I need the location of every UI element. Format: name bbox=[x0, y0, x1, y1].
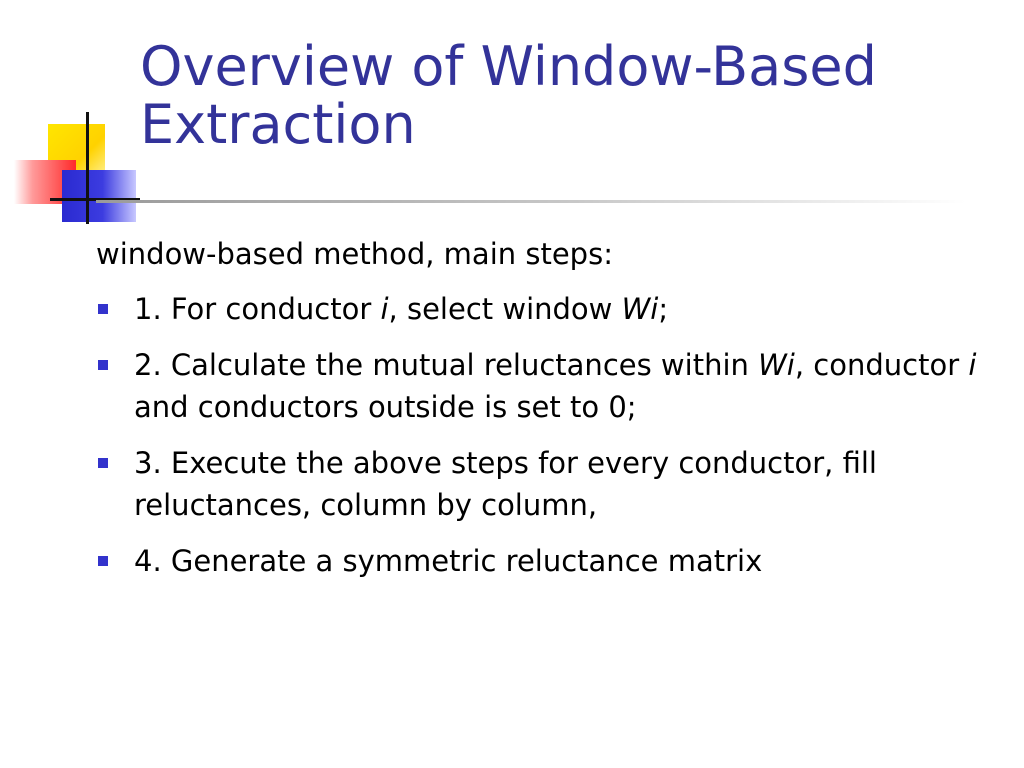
slide-title bbox=[140, 35, 1000, 156]
slide-logo-decoration bbox=[0, 0, 160, 240]
bullet-text: , select window bbox=[388, 292, 622, 326]
bullet-text: ; bbox=[658, 292, 669, 326]
bullet-italic-text: i bbox=[380, 292, 389, 326]
title-line-2: Extraction bbox=[140, 93, 416, 156]
bullet-text: 3. Execute the above steps for every conductor, fill reluctances, column by column, bbox=[134, 446, 877, 522]
square-bullet-icon bbox=[98, 360, 108, 370]
bullet-item bbox=[96, 344, 996, 428]
title-line-1: Overview of Window-Based bbox=[140, 35, 877, 98]
square-bullet-icon bbox=[98, 556, 108, 566]
bullet-text: 1. For conductor bbox=[134, 292, 381, 326]
bullet-italic-text: Wi bbox=[758, 348, 795, 382]
bullet-text: 4. Generate a symmetric reluctance matrix bbox=[134, 544, 763, 578]
bullet-item bbox=[96, 442, 996, 526]
square-bullet-icon bbox=[98, 458, 108, 468]
bullet-text: , conductor bbox=[794, 348, 969, 382]
intro-text: window-based method, main steps: bbox=[96, 237, 613, 271]
bullet-item bbox=[96, 288, 996, 330]
bullet-list bbox=[96, 288, 996, 582]
vertical-line-decoration bbox=[86, 112, 89, 224]
bullet-text: and conductors outside is set to 0; bbox=[134, 390, 637, 424]
square-bullet-icon bbox=[98, 304, 108, 314]
bullet-italic-text: Wi bbox=[621, 292, 659, 326]
slide-body bbox=[96, 232, 996, 596]
bullet-italic-text: i bbox=[968, 348, 977, 382]
bullet-item bbox=[96, 540, 996, 582]
title-divider bbox=[96, 200, 966, 203]
bullet-text: 2. Calculate the mutual reluctances within bbox=[134, 348, 759, 382]
blue-square-decoration bbox=[62, 170, 136, 222]
